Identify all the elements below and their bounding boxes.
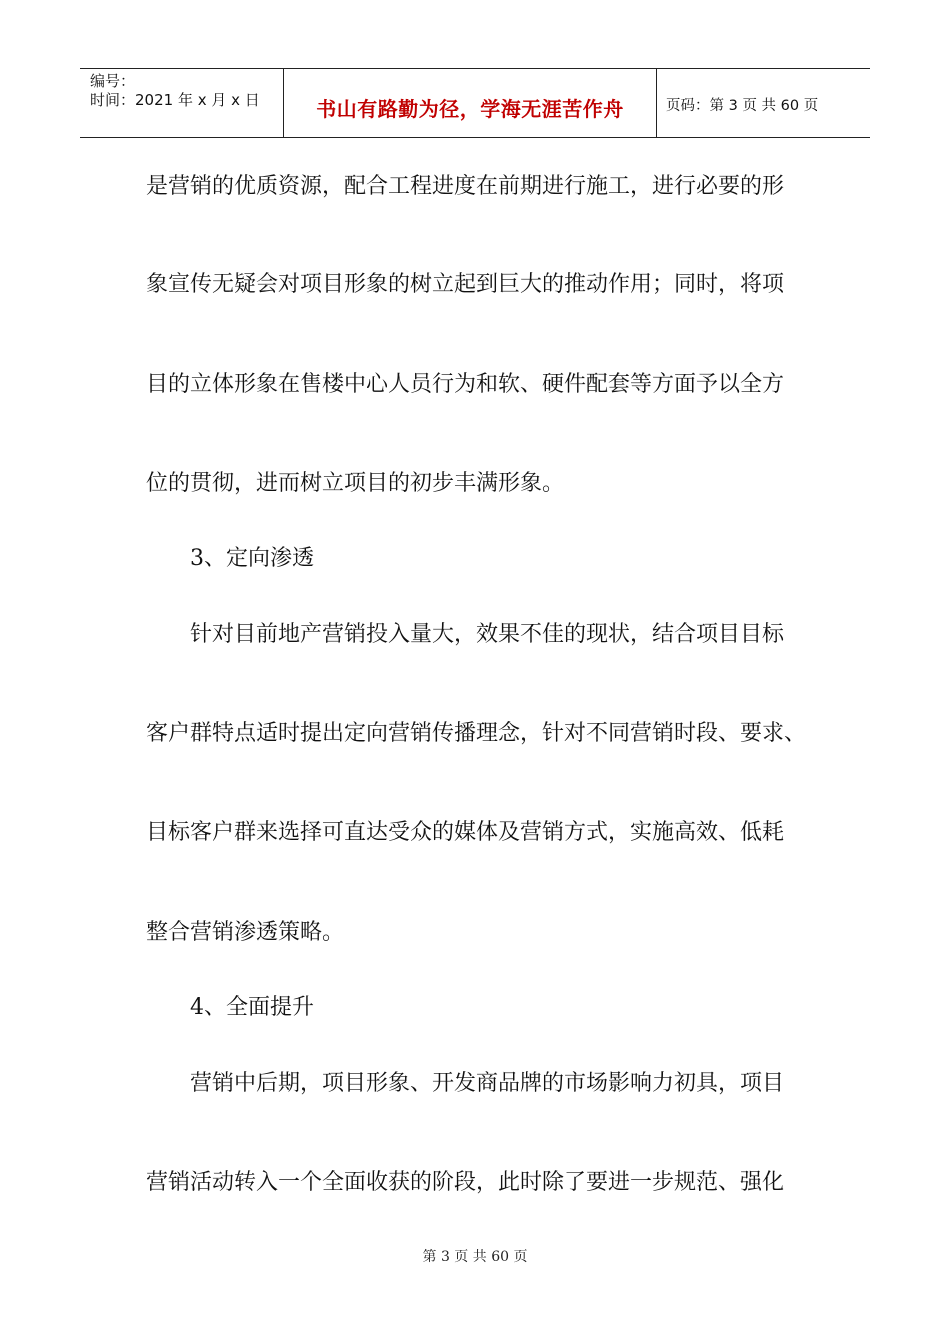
section-heading: 4、全面提升 xyxy=(190,995,314,1020)
body-line: 目标客户群来选择可直达受众的媒体及营销方式，实施高效、低耗 xyxy=(146,820,785,845)
section-heading: 3、定向渗透 xyxy=(190,546,314,571)
body-line: 目的立体形象在售楼中心人员行为和软、硬件配套等方面予以全方 xyxy=(146,372,785,397)
code-label: 编号： xyxy=(90,72,136,90)
motto-text: 书山有路勤为径，学海无涯苦作舟 xyxy=(316,97,624,121)
header-page-cell xyxy=(656,69,870,137)
body-line: 整合营销渗透策略。 xyxy=(146,920,345,945)
body-line: 是营销的优质资源，配合工程进度在前期进行施工，进行必要的形 xyxy=(146,174,785,199)
header-motto-cell xyxy=(283,69,657,137)
body-line: 象宣传无疑会对项目形象的树立起到巨大的推动作用；同时，将项 xyxy=(146,272,785,297)
body-line: 营销中后期，项目形象、开发商品牌的市场影响力初具，项目 xyxy=(190,1071,785,1096)
document-header xyxy=(80,68,870,138)
header-meta-cell xyxy=(80,69,283,137)
header-page-info: 页码：第 3 页 共 60 页 xyxy=(666,98,819,114)
page-footer: 第 3 页 共 60 页 xyxy=(422,1249,528,1265)
body-line: 营销活动转入一个全面收获的阶段，此时除了要进一步规范、强化 xyxy=(146,1170,785,1195)
time-label: 时间：2021 年 x 月 x 日 xyxy=(90,91,260,109)
body-line: 位的贯彻，进而树立项目的初步丰满形象。 xyxy=(146,471,565,496)
body-line: 针对目前地产营销投入量大，效果不佳的现状，结合项目目标 xyxy=(190,622,785,647)
body-line: 客户群特点适时提出定向营销传播理念，针对不同营销时段、要求、 xyxy=(146,721,807,746)
